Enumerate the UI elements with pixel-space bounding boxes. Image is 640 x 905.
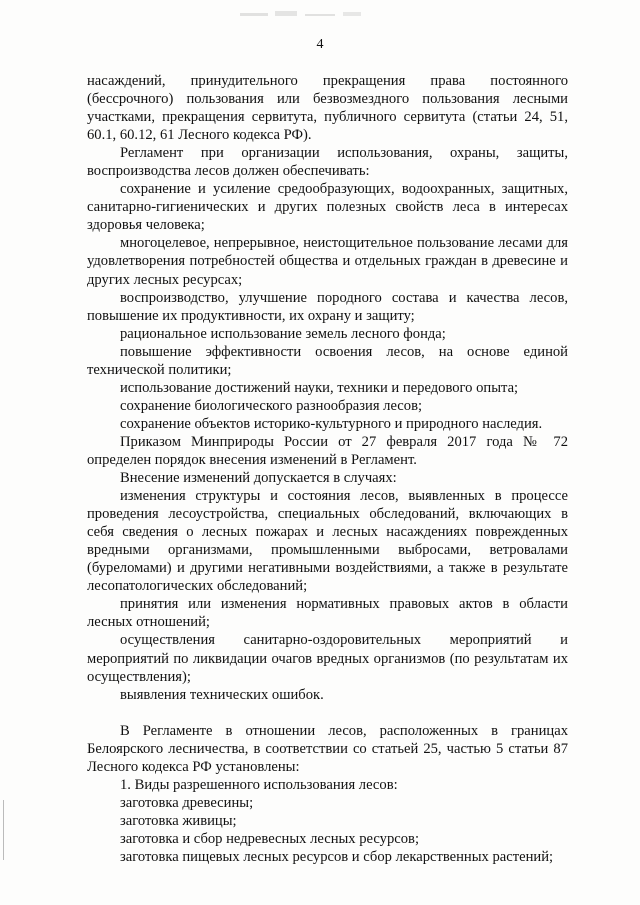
- list-item: повышение эффективности освоения лесов, на основе единой технической политики;: [87, 343, 568, 378]
- list-item: заготовка пищевых лесных ресурсов и сбор лекарственных растений;: [120, 848, 554, 865]
- list-item: заготовка живицы;: [120, 812, 237, 829]
- scan-smudge: [235, 6, 385, 24]
- list-item: сохранение биологического разнообразия лесов;: [120, 397, 423, 414]
- list-item: сохранение объектов историко-культурного и природного наследия.: [120, 415, 543, 432]
- list-item: рациональное использование земель лесного фонда;: [120, 325, 446, 342]
- paragraph: Приказом Минприроды России от 27 февраля 2017 года № 72 определен порядок внесения изменений в Регламент.: [87, 433, 568, 468]
- list-item: осуществления санитарно-оздоровительных мероприятий и мероприятий по ликвидации очагов вредных организмов (по результатам их осуществления);: [87, 632, 568, 685]
- list-item: многоцелевое, непрерывное, неистощительное пользование лесами для удовлетворения потребностей общества и отдельных граждан в древесине и других лесных ресурсах;: [87, 235, 568, 288]
- document-text: [87, 72, 568, 866]
- list-item: изменения структуры и состояния лесов, выявленных в процессе проведения лесоустройства, специальных обследований, включающих в себя сведения о лесных пожарах и лесных насаждениях поврежденных вредными организмами, промышленными выбросами, ветровалами (буреломами) и другими негативными воздействиями, а также в результате лесопатологических обследований;: [87, 488, 568, 595]
- list-item: заготовка и сбор недревесных лесных ресурсов;: [120, 830, 419, 847]
- page-number: 4: [316, 37, 324, 52]
- paragraph: Внесение изменений допускается в случаях:: [120, 470, 397, 487]
- list-item: использование достижений науки, техники и передового опыта;: [120, 379, 519, 396]
- list-item: выявления технических ошибок.: [120, 686, 324, 703]
- list-item: сохранение и усиление средообразующих, водоохранных, защитных, санитарно-гигиенических и других полезных свойств леса в интересах здоровья человека;: [87, 181, 568, 234]
- list-item: воспроизводство, улучшение породного состава и качества лесов, повышение их продуктивности, их охрану и защиту;: [87, 289, 568, 324]
- list-item: заготовка древесины;: [120, 794, 254, 811]
- paragraph: Регламент при организации использования, охраны, защиты, воспроизводства лесов должен обеспечивать:: [87, 145, 568, 180]
- paragraph: насаждений, принудительного прекращения права постоянного (бессрочного) пользования или безвозмездного пользования лесными участками, прекращения сервитута, публичного сервитута (статьи 24, 51, 60.1, 60.12, 61 Лесного кодекса РФ).: [87, 73, 568, 144]
- scan-edge-mark: [3, 800, 4, 860]
- paragraph: В Регламенте в отношении лесов, расположенных в границах Белоярского лесничества, в соответствии со статьей 25, частью 5 статьи 87 Лесного кодекса РФ установлены:: [87, 722, 568, 775]
- section-heading: 1. Виды разрешенного использования лесов:: [120, 776, 398, 793]
- list-item: принятия или изменения нормативных правовых актов в области лесных отношений;: [87, 596, 568, 631]
